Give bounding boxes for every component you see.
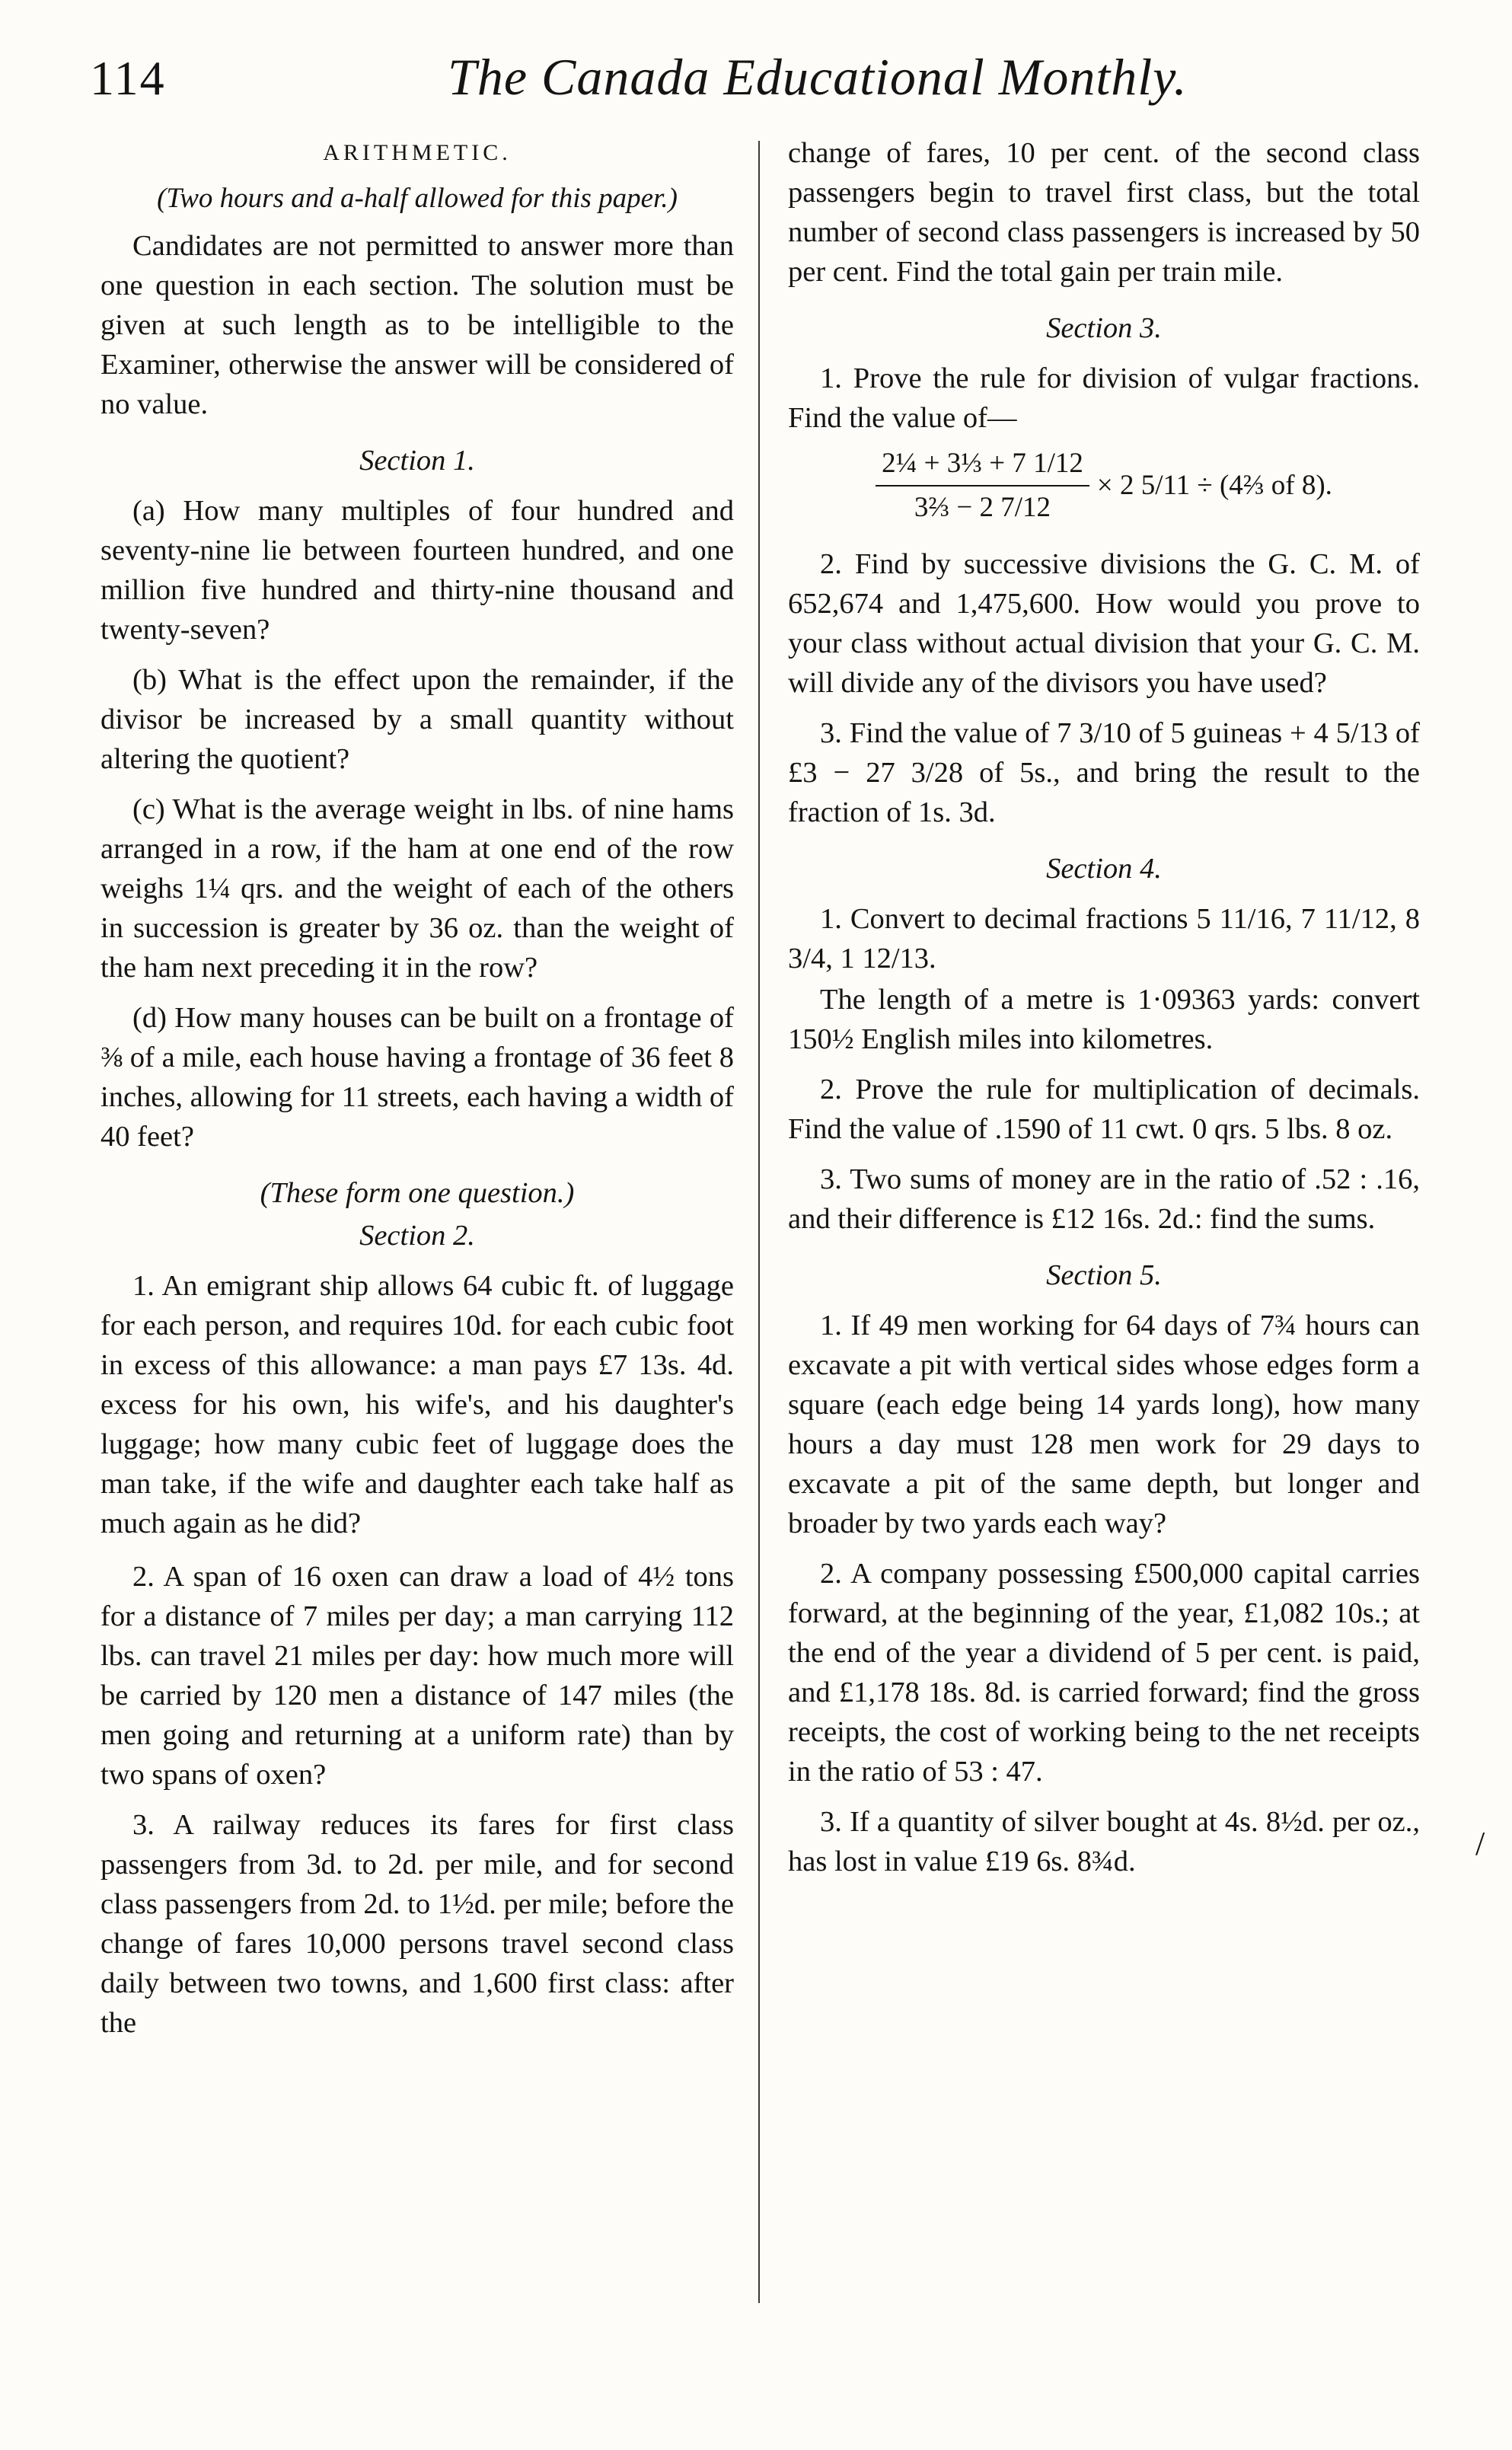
section-2-question-3-continued: change of fares, 10 per cent. of the second class passengers begin to travel first class, but the total number of second class passengers is increased by 50 per cent. Find the total gain per train mile. [788, 137, 1420, 288]
compound-fraction [876, 444, 1089, 528]
section-1-note: (These form one question.) [260, 1177, 575, 1209]
fraction-denominator: 3⅔ − 2 7/12 [914, 492, 1051, 523]
section-4-heading: Section 4. [1046, 853, 1162, 885]
section-4-question-1: 1. Convert to decimal fractions 5 11/16, 7 11/12, 8 3/4, 1 12/13. [788, 903, 1420, 975]
left-column [100, 133, 734, 2053]
section-2-question-1: 1. An emigrant ship allows 64 cubic ft. of luggage for each person, and requires 10d. for each cubic foot in excess of this allowance: a man pays £7 13s. 4d. excess for his own, his wife's, and his daughter's luggage; how many cubic feet of luggage does the man take, if the wife and daughter each take half as much again as he did? [100, 1270, 734, 1539]
instructions: Candidates are not permitted to answer more than one question in each section. The solution must be given at such length as to be intelligible to the Examiner, otherwise the answer will be considered of no value. [100, 230, 734, 420]
question-1b: (b) What is the effect upon the remainder, if the divisor be increased by a small quantity without altering the quotient? [100, 664, 734, 775]
section-5-question-1: 1. If 49 men working for 64 days of 7¾ hours can excavate a pit with vertical sides whose edges form a square (each edge being 14 yards long), how many hours a day must 128 men work for 29 days to excavate a pit of the same depth, but longer and broader by two yards each way? [788, 1310, 1420, 1539]
section-1-heading: Section 1. [359, 445, 475, 477]
page-number: 114 [90, 51, 166, 105]
section-3-question-1: 1. Prove the rule for division of vulgar fractions. Find the value of— [788, 362, 1420, 434]
fraction-formula [788, 444, 1420, 528]
section-2-heading: Section 2. [359, 1220, 475, 1252]
section-3-question-3: 3. Find the value of 7 3/10 of 5 guineas + 4 5/13 of £3 − 27 3/28 of 5s., and bring the result to the fraction of 1s. 3d. [788, 717, 1420, 828]
right-column [788, 133, 1420, 1892]
section-3-heading: Section 3. [1046, 312, 1162, 344]
section-3-question-2: 2. Find by successive divisions the G. C. M. of 652,674 and 1,475,600. How would you prove to your class without actual division that your G. C. M. will divide any of the divisors you have used? [788, 548, 1420, 699]
section-5-question-2: 2. A company possessing £500,000 capital carries forward, at the beginning of the year, £1,082 10s.; at the end of the year a dividend of 5 per cent. is paid, and £1,178 18s. 8d. is carried forward; find the gross receipts, the cost of working being to the net receipts in the ratio of 53 : 47. [788, 1558, 1420, 1788]
section-4-question-3: 3. Two sums of money are in the ratio of .52 : .16, and their difference is £12 16s. 2d.: find the sums. [788, 1163, 1420, 1235]
column-divider [758, 141, 760, 2303]
page-header [90, 37, 1422, 120]
section-4-question-2: 2. Prove the rule for multiplication of decimals. Find the value of .1590 of 11 cwt. 0 qrs. 5 lbs. 8 oz. [788, 1073, 1420, 1145]
margin-mark: / [1475, 1825, 1485, 1862]
section-4-question-1-part-2: The length of a metre is 1·09363 yards: convert 150½ English miles into kilometres. [788, 984, 1420, 1055]
section-5-question-3: 3. If a quantity of silver bought at 4s. 8½d. per oz., has lost in value £19 6s. 8¾d. [788, 1806, 1420, 1877]
fraction-numerator: 2¼ + 3⅓ + 7 1/12 [876, 444, 1089, 486]
question-1a: (a) How many multiples of four hundred and seventy-nine lie between fourteen hundred, and one million five hundred and thirty-nine thousand and twenty-seven? [100, 495, 734, 646]
section-2-question-2: 2. A span of 16 oxen can draw a load of 4½ tons for a distance of 7 miles per day; a man carrying 112 lbs. can travel 21 miles per day: how much more will be carried by 120 men a distance of 147 miles (the men going and returning at a uniform rate) than by two spans of oxen? [100, 1561, 734, 1791]
section-5-heading: Section 5. [1046, 1259, 1162, 1291]
time-note: (Two hours and a-half allowed for this paper.) [157, 183, 678, 214]
question-1c: (c) What is the average weight in lbs. of nine hams arranged in a row, if the ham at one end of the row weighs 1¼ qrs. and the weight of each of the others in succession is greater by 36 oz. than the weight of the ham next preceding it in the row? [100, 793, 734, 984]
running-title: The Canada Educational Monthly. [448, 48, 1188, 106]
formula-tail: × 2 5/11 ÷ (4⅔ of 8). [1096, 470, 1332, 501]
paper-title: ARITHMETIC. [323, 140, 512, 165]
section-2-question-3: 3. A railway reduces its fares for first class passengers from 3d. to 2d. per mile, and for second class passengers from 2d. to 1½d. per mile; before the change of fares 10,000 persons travel second class daily between two towns, and 1,600 first class: after the [100, 1809, 734, 2039]
question-1d: (d) How many houses can be built on a frontage of ⅜ of a mile, each house having a frontage of 36 feet 8 inches, allowing for 11 streets, each having a width of 40 feet? [100, 1002, 734, 1153]
